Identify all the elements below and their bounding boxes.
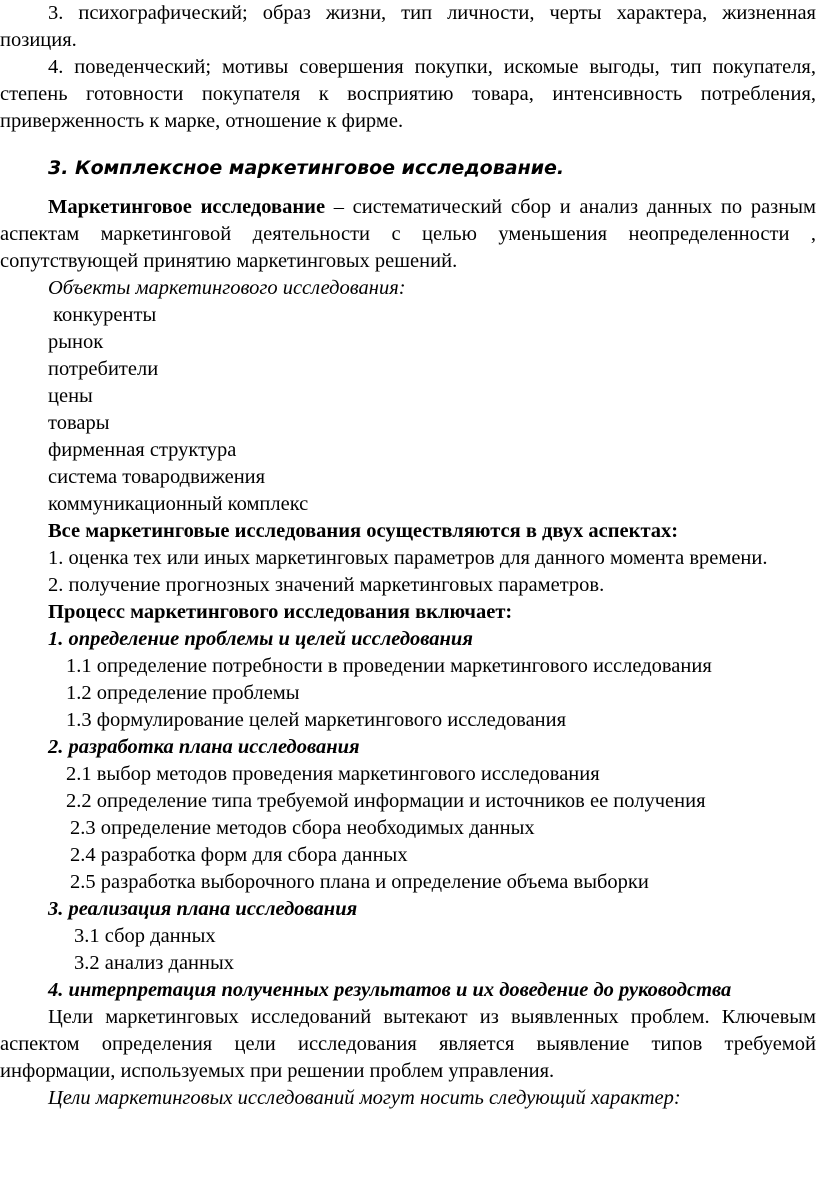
step-3-title: 3. реализация плана исследования bbox=[48, 898, 358, 920]
process-heading: Процесс маркетингового исследования включает: bbox=[48, 601, 513, 623]
segment-item-4: 4. поведенческий; мотивы совершения покупки, искомые выгоды, тип покупателя, степень готовности покупателя к восприятию товара, интенсивность потребления, приверженность к марке, отношение к фирме. bbox=[0, 56, 816, 132]
aspect-item: 2. получение прогнозных значений маркетинговых параметров. bbox=[48, 574, 605, 596]
step-item: 3.2 анализ данных bbox=[74, 952, 235, 974]
list-item: рынок bbox=[48, 331, 104, 353]
step-item: 2.2 определение типа требуемой информации и источников ее получения bbox=[66, 790, 706, 812]
definition-term: Маркетинговое исследование bbox=[48, 196, 326, 218]
step-item: 3.1 сбор данных bbox=[74, 925, 216, 947]
step-item: 2.1 выбор методов проведения маркетингового исследования bbox=[66, 763, 600, 785]
step-item: 1.3 формулирование целей маркетингового исследования bbox=[66, 709, 567, 731]
list-item: цены bbox=[48, 385, 93, 407]
definition-text: – систематический сбор и анализ данных по разным аспектам маркетинговой деятельности с целью уменьшения неопределенности , сопутствующей принятию маркетинговых решений. bbox=[0, 196, 816, 272]
section-title: 3. Комплексное маркетинговое исследование. bbox=[48, 157, 565, 179]
step-item: 2.4 разработка форм для сбора данных bbox=[70, 844, 408, 866]
list-item: фирменная структура bbox=[48, 439, 237, 461]
step-1-title: 1. определение проблемы и целей исследования bbox=[48, 628, 473, 650]
aspects-heading: Все маркетинговые исследования осуществляются в двух аспектах: bbox=[48, 520, 679, 542]
list-item: конкуренты bbox=[48, 304, 157, 326]
list-item: потребители bbox=[48, 358, 159, 380]
step-item: 2.3 определение методов сбора необходимых данных bbox=[70, 817, 535, 839]
step-item: 1.1 определение потребности в проведении маркетингового исследования bbox=[66, 655, 712, 677]
step-2-title: 2. разработка плана исследования bbox=[48, 736, 360, 758]
goals-heading: Цели маркетинговых исследований могут носить следующий характер: bbox=[48, 1087, 681, 1109]
objects-list bbox=[0, 302, 816, 518]
segment-item-3: 3. психографический; образ жизни, тип личности, черты характера, жизненная позиция. bbox=[0, 2, 816, 51]
list-item: система товародвижения bbox=[48, 466, 266, 488]
goals-paragraph: Цели маркетинговых исследований вытекают из выявленных проблем. Ключевым аспектом определения цели исследования является выявление типов требуемой информации, используемых при решении проблем управления. bbox=[0, 1006, 816, 1082]
definition-paragraph bbox=[0, 194, 816, 275]
list-item: коммуникационный комплекс bbox=[48, 493, 309, 515]
step-item: 2.5 разработка выборочного плана и определение объема выборки bbox=[70, 871, 649, 893]
step-item: 1.2 определение проблемы bbox=[66, 682, 300, 704]
aspect-item: 1. оценка тех или иных маркетинговых параметров для данного момента времени. bbox=[48, 547, 768, 569]
list-item: товары bbox=[48, 412, 110, 434]
objects-heading: Объекты маркетингового исследования: bbox=[48, 277, 406, 299]
step-4-title: 4. интерпретация полученных результатов и их доведение до руководства bbox=[48, 979, 732, 1001]
